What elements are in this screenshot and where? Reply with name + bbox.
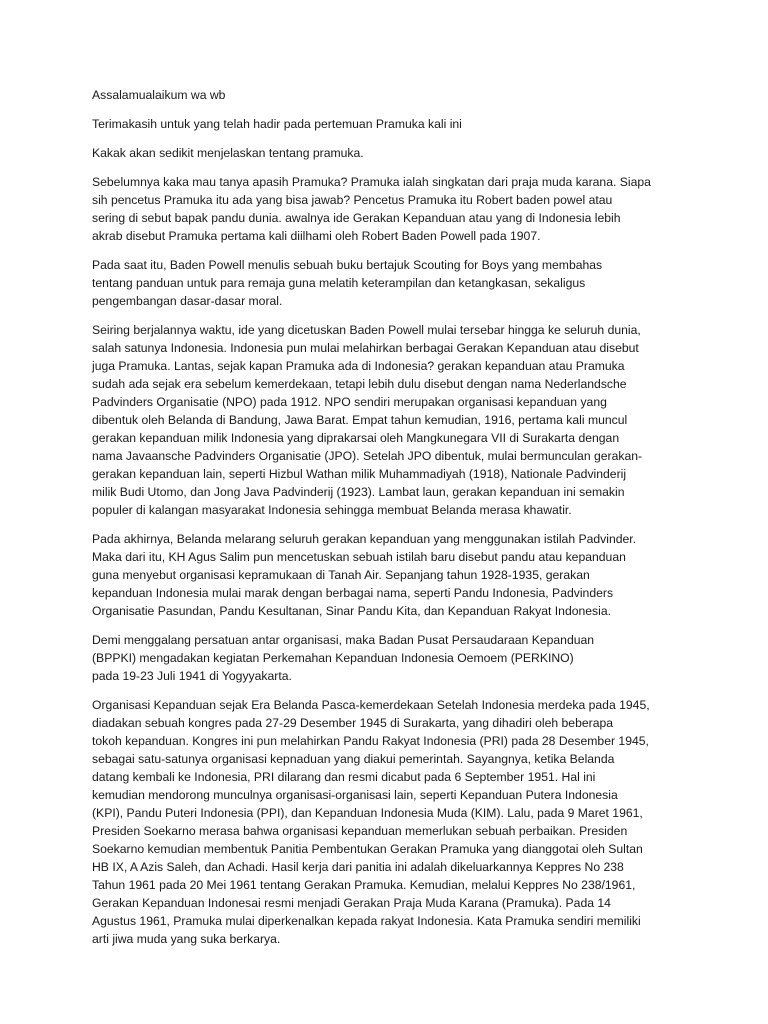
post-independence-paragraph	[92, 696, 688, 948]
text-line: milik Budi Utomo, dan Jong Java Padvinderij (1923). Lambat laun, gerakan kepanduan ini semakin	[92, 485, 625, 499]
text-line: Maka dari itu, KH Agus Salim pun mencetuskan sebuah istilah baru disebut pandu atau kepanduan	[92, 550, 626, 564]
text-line: Organisatie Pasundan, Pandu Kesultanan, Sinar Pandu Kita, dan Kepanduan Rakyat Indonesia.	[92, 604, 612, 618]
text-line: guna menyebut organisasi kepramukaan di Tanah Air. Sepanjang tahun 1928-1935, gerakan	[92, 568, 590, 582]
text-line: populer di kalangan masyarakat Indonesia sehingga membuat Belanda merasa khawatir.	[92, 503, 572, 517]
text-line: sebagai satu-satunya organisasi kepnaduan yang diakui pemerintah. Sayangnya, ketika Belanda	[92, 752, 615, 766]
text-line: Gerakan Kepanduan Indonesai resmi menjadi Gerakan Praja Muda Karana (Pramuka). Pada 14	[92, 896, 611, 910]
text-line: diadakan sebuah kongres pada 27-29 Desember 1945 di Surakarta, yang dihadiri oleh beberapa	[92, 716, 614, 730]
text-line: pada 19-23 Juli 1941 di Yogyyakarta.	[92, 669, 292, 683]
text-line: sudah ada sejak era sebelum kemerdekaan, tetapi lebih dulu disebut dengan nama Nederlandsche	[92, 377, 627, 391]
text-line: tentang panduan untuk para remaja guna melatih keterampilan dan ketangkasan, sekaligus	[92, 276, 586, 290]
text-line: dibentuk oleh Belanda di Bandung, Jawa Barat. Empat tahun kemudian, 1916, pertama kali muncul	[92, 413, 628, 427]
text-line: Terimakasih untuk yang telah hadir pada pertemuan Pramuka kali ini	[92, 117, 462, 131]
text-line: gerakan kepanduan milik Indonesia yang diprakarsai oleh Mangkunegara VII di Surakarta dengan	[92, 431, 620, 445]
greeting-paragraph	[92, 86, 688, 104]
text-line: (BPPKI) mengadakan kegiatan Perkemahan Kepanduan Indonesia Oemoem (PERKINO)	[92, 651, 574, 665]
text-line: Pada akhirnya, Belanda melarang seluruh gerakan kepanduan yang menggunakan istilah Padvinder.	[92, 532, 637, 546]
text-line: datang kembali ke Indonesia, PRI dilarang dan resmi dicabut pada 6 September 1951. Hal ini	[92, 770, 596, 784]
text-line: arti jiwa muda yang suka berkarya.	[92, 932, 281, 946]
text-line: sering di sebut bapak pandu dunia. awalnya ide Gerakan Kepanduan atau yang di Indonesia lebih	[92, 211, 621, 225]
text-line: (KPI), Pandu Puteri Indonesia (PPI), dan Kepanduan Indonesia Muda (KIM). Lalu, pada 9 Maret 1961,	[92, 806, 643, 820]
text-line: Padvinders Organisatie (NPO) pada 1912. NPO sendiri merupakan organisasi kepanduan yang	[92, 395, 607, 409]
thanks-paragraph	[92, 115, 688, 133]
text-line: salah satunya Indonesia. Indonesia pun mulai melahirkan berbagai Gerakan Kepanduan atau disebut	[92, 341, 639, 355]
text-line: Presiden Soekarno merasa bahwa organisasi kepanduan memerlukan sebuah perbaikan. Presiden	[92, 824, 628, 838]
text-line: nama Javaansche Padvinders Organisatie (JPO). Setelah JPO dibentuk, mulai bermunculan gerakan-	[92, 449, 643, 463]
text-line: HB IX, A Azis Saleh, dan Achadi. Hasil kerja dari panitia ini adalah dikeluarkannya Keppres No 238	[92, 860, 624, 874]
text-line: kepanduan Indonesia mulai marak dengan berbagai nama, seperti Pandu Indonesia, Padvinders	[92, 586, 614, 600]
text-line: Demi menggalang persatuan antar organisasi, maka Badan Pusat Persaudaraan Kepanduan	[92, 633, 595, 647]
text-line: akrab disebut Pramuka pertama kali diilhami oleh Robert Baden Powell pada 1907.	[92, 229, 541, 243]
text-line: sih pencetus Pramuka itu ada yang bisa jawab? Pencetus Pramuka itu Robert baden powel atau	[92, 193, 613, 207]
text-line: Seiring berjalannya waktu, ide yang dicetuskan Baden Powell mulai tersebar hingga ke seluruh dunia,	[92, 323, 641, 337]
text-line: Pada saat itu, Baden Powell menulis sebuah buku bertajuk Scouting for Boys yang membahas	[92, 258, 603, 272]
history-indonesia-paragraph	[92, 321, 688, 519]
baden-powell-paragraph	[92, 256, 688, 310]
text-line: juga Pramuka. Lantas, sejak kapan Pramuka ada di Indonesia? gerakan kepanduan atau Pramuka	[92, 359, 625, 373]
text-line: Assalamualaikum wa wb	[92, 88, 226, 102]
text-line: Organisasi Kepanduan sejak Era Belanda Pasca-kemerdekaan Setelah Indonesia merdeka pada 1945,	[92, 698, 650, 712]
text-line: tokoh kepanduan. Kongres ini pun melahirkan Pandu Rakyat Indonesia (PRI) pada 28 Desember 1945,	[92, 734, 649, 748]
text-line: Agustus 1961, Pramuka mulai diperkenalkan kepada rakyat Indonesia. Kata Pramuka sendiri memiliki	[92, 914, 641, 928]
text-line: Sebelumnya kaka mau tanya apasih Pramuka? Pramuka ialah singkatan dari praja muda karana. Siapa	[92, 175, 651, 189]
text-line: Soekarno kemudian membentuk Panitia Pembentukan Gerakan Pramuka yang dianggotai oleh Sultan	[92, 842, 643, 856]
padvinder-ban-paragraph	[92, 530, 688, 620]
perkino-paragraph	[92, 631, 688, 685]
text-line: Tahun 1961 pada 20 Mei 1961 tentang Gerakan Pramuka. Kemudian, melalui Keppres No 238/1961,	[92, 878, 636, 892]
pramuka-definition-paragraph	[92, 173, 688, 245]
text-line: kemudian mendorong munculnya organisasi-organisasi lain, seperti Kepanduan Putera Indonesia	[92, 788, 618, 802]
text-line: Kakak akan sedikit menjelaskan tentang pramuka.	[92, 146, 364, 160]
text-line: pengembangan dasar-dasar moral.	[92, 294, 283, 308]
intro-paragraph	[92, 144, 688, 162]
text-line: gerakan kepanduan lain, seperti Hizbul Wathan milik Muhammadiyah (1918), Nationale Padvinderij	[92, 467, 627, 481]
